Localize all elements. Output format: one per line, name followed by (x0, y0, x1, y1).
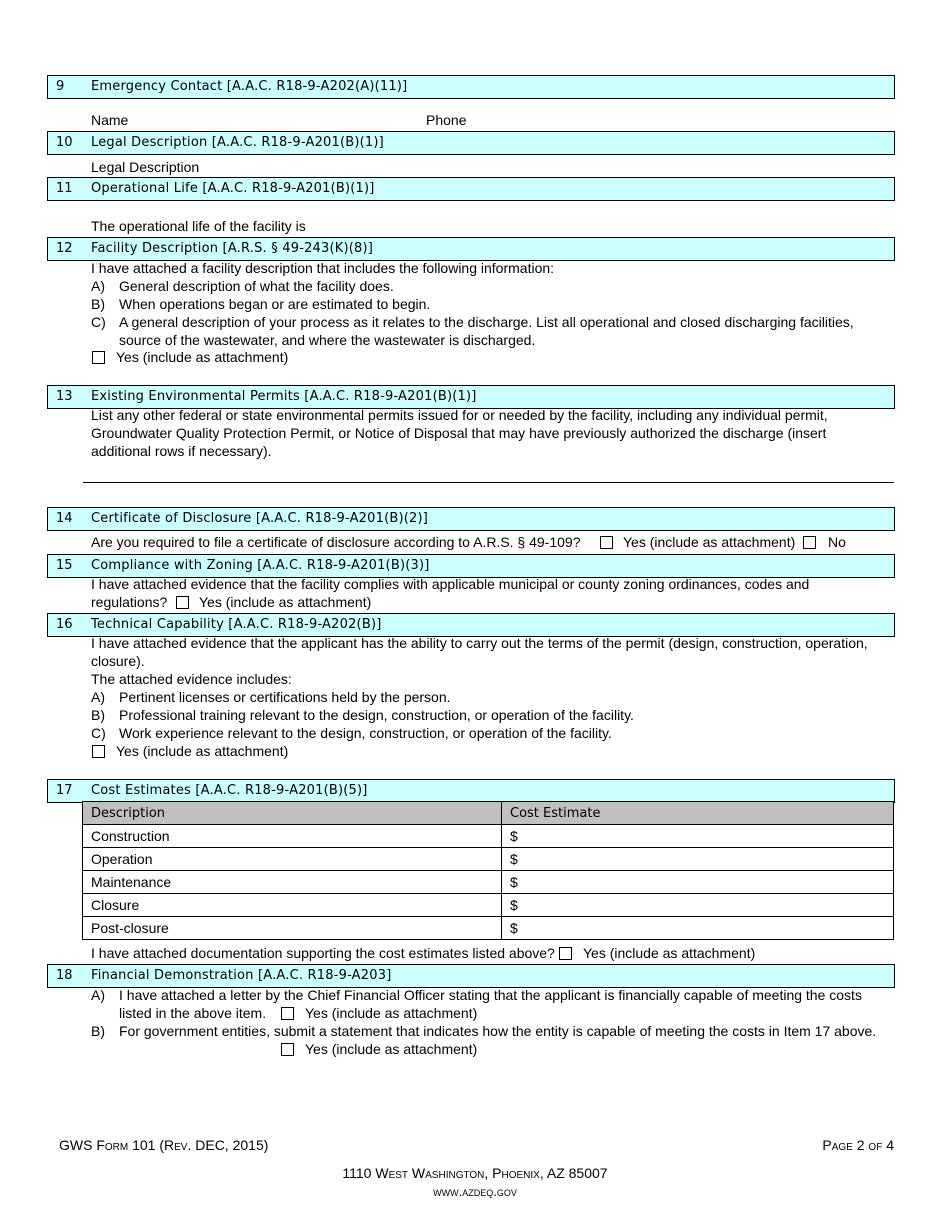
technical-capability-intro2: The attached evidence includes: (91, 671, 292, 687)
technical-capability-intro: I have attached evidence that the applicant has the ability to carry out the terms of the permit (design, construction, operation, closure). (91, 635, 868, 669)
table-row (83, 825, 894, 848)
checkbox-label: Yes (include as attachment) (623, 534, 796, 550)
column-header: Description (83, 802, 502, 825)
cost-estimate-cell[interactable]: $ (502, 917, 894, 940)
section-number: 18 (56, 968, 73, 983)
footer-address: 1110 West Washington, Phoenix, AZ 85007 (342, 1165, 608, 1181)
cost-documentation-yes-checkbox[interactable] (559, 947, 572, 960)
cost-estimate-cell[interactable]: $ (502, 848, 894, 871)
section-10-header (47, 131, 895, 155)
section-title: Legal Description [A.A.C. R18-9-A201(B)(1)] (91, 135, 384, 150)
cost-description: Construction (83, 825, 502, 848)
section-9-header (47, 75, 895, 99)
disclosure-question: Are you required to file a certificate of disclosure according to A.R.S. § 49-109? (91, 534, 581, 550)
financial-item-a-cont: listed in the above item. (119, 1005, 267, 1021)
checkbox-label: Yes (include as attachment) (583, 945, 756, 961)
table-row (83, 894, 894, 917)
section-number: 10 (56, 135, 73, 150)
footer-website: www.azdeq.gov (433, 1184, 517, 1199)
list-item: C) A general description of your process as it relates to the discharge. List all operational and closed discharging facilities, source of the wastewater, and where the wastewater is discharged. (91, 314, 854, 348)
operational-life-label: The operational life of the facility is (91, 218, 306, 234)
phone-label: Phone (426, 112, 467, 128)
name-label: Name (91, 112, 129, 128)
cost-documentation-question: I have attached documentation supporting the cost estimates listed above? (91, 945, 555, 961)
technical-capability-yes-checkbox[interactable] (92, 745, 105, 758)
table-row (83, 871, 894, 894)
page-number: Page 2 of 4 (822, 1137, 894, 1153)
section-number: 16 (56, 617, 73, 632)
cost-estimates-table (82, 801, 894, 940)
permits-entry-line[interactable] (83, 482, 894, 483)
zoning-text-cont: regulations? (91, 594, 168, 610)
financial-b-yes-checkbox[interactable] (281, 1043, 294, 1056)
zoning-yes-checkbox[interactable] (176, 596, 189, 609)
cost-description: Maintenance (83, 871, 502, 894)
facility-description-yes-checkbox[interactable] (92, 351, 105, 364)
table-row (83, 848, 894, 871)
cost-estimate-cell[interactable]: $ (502, 825, 894, 848)
list-item: C) Work experience relevant to the design, construction, or operation of the facility. (91, 725, 612, 741)
table-row (83, 917, 894, 940)
checkbox-label: Yes (include as attachment) (305, 1005, 478, 1021)
section-number: 14 (56, 511, 73, 526)
column-header: Cost Estimate (502, 802, 894, 825)
checkbox-label: Yes (include as attachment) (116, 349, 289, 365)
cost-description: Closure (83, 894, 502, 917)
section-18-header (47, 964, 895, 988)
table-header-row (83, 802, 894, 825)
disclosure-yes-checkbox[interactable] (600, 536, 613, 549)
cost-estimate-cell[interactable]: $ (502, 871, 894, 894)
section-title: Compliance with Zoning [A.A.C. R18-9-A201(B)(3)] (91, 558, 430, 573)
section-11-header (47, 177, 895, 201)
financial-item-a: A) I have attached a letter by the Chief Financial Officer stating that the applicant is financially capable of meeting the costs (91, 987, 862, 1003)
section-12-header (47, 237, 895, 261)
section-number: 17 (56, 783, 73, 798)
checkbox-label: No (828, 534, 846, 550)
section-number: 12 (56, 241, 73, 256)
zoning-text: I have attached evidence that the facility complies with applicable municipal or county zoning ordinances, codes and (91, 576, 810, 592)
cost-estimate-cell[interactable]: $ (502, 894, 894, 917)
financial-item-b: B) For government entities, submit a statement that indicates how the entity is capable of meeting the costs in Item 17 above. (91, 1023, 877, 1039)
facility-description-intro: I have attached a facility description that includes the following information: (91, 260, 555, 276)
checkbox-label: Yes (include as attachment) (116, 743, 289, 759)
list-item: B) When operations began or are estimated to begin. (91, 296, 431, 312)
cost-description: Operation (83, 848, 502, 871)
financial-a-yes-checkbox[interactable] (281, 1007, 294, 1020)
legal-description-label: Legal Description (91, 159, 200, 175)
section-number: 9 (56, 79, 65, 94)
section-number: 13 (56, 389, 73, 404)
section-title: Cost Estimates [A.A.C. R18-9-A201(B)(5)] (91, 783, 368, 798)
list-item: A) General description of what the facility does. (91, 278, 394, 294)
list-item: A) Pertinent licenses or certifications held by the person. (91, 689, 451, 705)
section-title: Facility Description [A.R.S. § 49-243(K)(8)] (91, 241, 374, 256)
disclosure-no-checkbox[interactable] (803, 536, 816, 549)
section-17-header (47, 779, 895, 803)
form-id: GWS Form 101 (Rev. DEC, 2015) (59, 1137, 269, 1153)
section-14-header (47, 507, 895, 531)
permits-instructions: List any other federal or state environmental permits issued for or needed by the facility, including any individual permit, Groundwater Quality Protection Permit, or Notice of Disposal that may have previously authorized the discharge (insert additional rows if necessary). (91, 407, 828, 459)
cost-description: Post-closure (83, 917, 502, 940)
section-title: Emergency Contact [A.A.C. R18-9-A202(A)(11)] (91, 79, 408, 94)
section-number: 11 (56, 181, 73, 196)
section-number: 15 (56, 558, 73, 573)
section-title: Certificate of Disclosure [A.A.C. R18-9-A201(B)(2)] (91, 511, 429, 526)
checkbox-label: Yes (include as attachment) (199, 594, 372, 610)
section-title: Technical Capability [A.A.C. R18-9-A202(B)] (91, 617, 382, 632)
section-title: Financial Demonstration [A.A.C. R18-9-A203] (91, 968, 392, 983)
list-item: B) Professional training relevant to the design, construction, or operation of the facility. (91, 707, 634, 723)
section-title: Existing Environmental Permits [A.A.C. R18-9-A201(B)(1)] (91, 389, 477, 404)
checkbox-label: Yes (include as attachment) (305, 1041, 478, 1057)
section-title: Operational Life [A.A.C. R18-9-A201(B)(1)] (91, 181, 375, 196)
